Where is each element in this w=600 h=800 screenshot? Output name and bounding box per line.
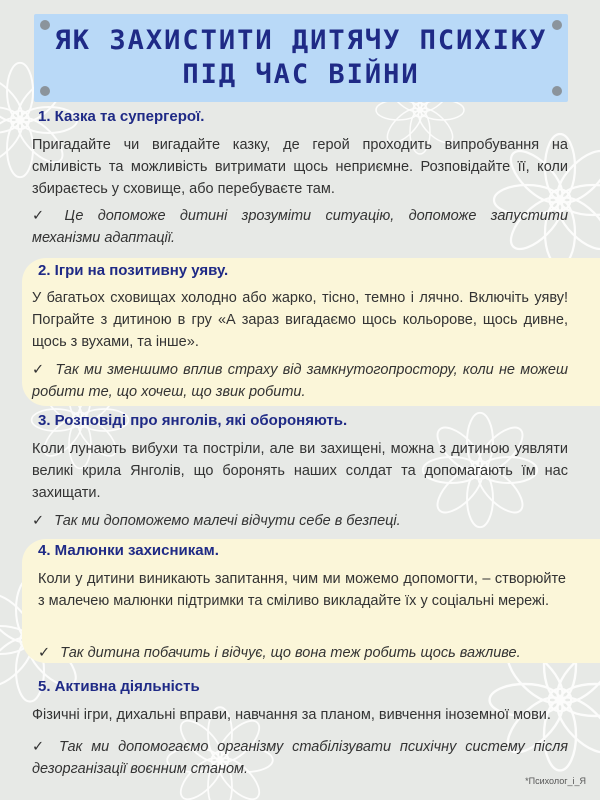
page-title — [34, 24, 568, 92]
check-icon: ✓ — [32, 362, 46, 378]
section-4-note-text: Так дитина побачить і відчує, що вона теж робить щось важливе. — [60, 645, 521, 661]
section-2-note-text: Так ми зменшимо вплив страху від замкнутогопростору, коли не можеш робити те, що хочеш, що звик робити. — [32, 362, 568, 400]
section-3-note — [32, 510, 568, 532]
section-4-note — [38, 642, 566, 664]
author-signature: *Психолог_і_Я — [525, 776, 586, 786]
title-banner — [34, 14, 568, 102]
section-4-text: Коли у дитини виникають запитання, чим ми можемо допомогти, – створюйте з малечею малюнки підтримки та сміливо викладайте їх у соціальні мережі. — [38, 571, 566, 609]
check-icon: ✓ — [32, 513, 45, 529]
section-5-note-text: Так ми допомогаємо організму стабілізувати психічну систему після дезорганізації воєнним станом. — [32, 739, 568, 777]
section-1-note-text: Це допоможе дитині зрозуміти ситуацію, допоможе запустити механізми адаптації. — [32, 208, 569, 246]
section-2-note — [32, 359, 568, 403]
section-5-heading: 5. Активна діяльність — [38, 678, 200, 695]
section-3-heading: 3. Розповіді про янголів, які обороняють. — [38, 412, 348, 429]
section-3-note-text: Так ми допоможемо малечі відчути себе в безпеці. — [54, 513, 401, 529]
section-1-text: Пригадайте чи вигадайте казку, де герой проходить випробування на сміливість та можливість витримати щось неприємне. Розповідайте її, коли збираєтесь у сховище, або перебуваєте там. — [32, 137, 568, 197]
check-icon: ✓ — [32, 739, 49, 755]
section-3-text: Коли лунають вибухи та постріли, але ви захищені, можна з дитиною уявляти великі крила Янголів, що боронять наших солдат та допомагають їм нас захищати. — [32, 441, 568, 501]
section-5-note — [32, 736, 568, 780]
section-1-heading: 1. Казка та супергерої. — [38, 108, 205, 125]
section-2-heading: 2. Ігри на позитивну уяву. — [38, 262, 229, 279]
section-4-heading: 4. Малюнки захисникам. — [38, 542, 219, 559]
title-line-2: ПІД ЧАС ВІЙНИ — [182, 59, 420, 90]
section-1-note — [32, 205, 568, 249]
section-2-text: У багатьох сховищах холодно або жарко, тісно, темно і лячно. Включіть уяву! Пограйте з дитиною в гру «А зараз вигадаємо щось кольорове, щось дивне, щось з вухами, та інше». — [32, 290, 568, 350]
check-icon: ✓ — [38, 645, 51, 661]
title-line-1: ЯК ЗАХИСТИТИ ДИТЯЧУ ПСИХІКУ — [54, 25, 548, 56]
check-icon: ✓ — [32, 208, 55, 224]
section-5-text: Фізичні ігри, дихальні вправи, навчання за планом, вивчення іноземної мови. — [32, 707, 551, 723]
